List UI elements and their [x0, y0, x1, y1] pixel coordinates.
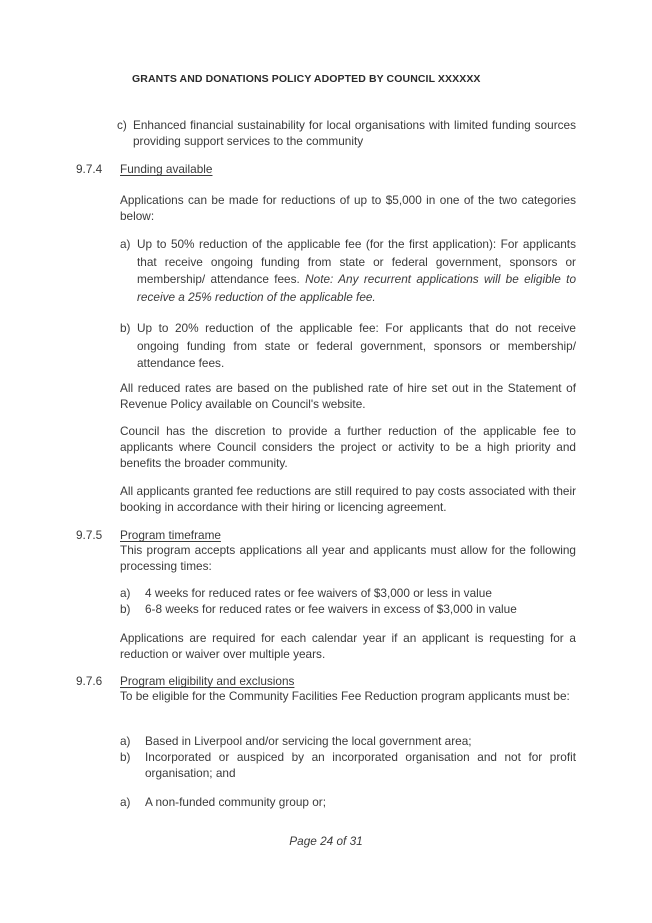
- list-item-label: a): [120, 734, 131, 748]
- section-number: 9.7.6: [76, 674, 103, 688]
- list-item-label: a): [120, 795, 131, 809]
- list-item-label: b): [120, 750, 131, 764]
- list-item-label: c): [117, 118, 127, 132]
- list-item-text: [137, 236, 576, 306]
- list-item-text: Based in Liverpool and/or servicing the local government area;: [145, 734, 472, 748]
- list-item-label: b): [120, 321, 131, 335]
- list-item-text: Enhanced financial sustainability for local organisations with limited funding sources providing support services to the community: [133, 118, 576, 148]
- list-item-text: Up to 20% reduction of the applicable fee: For applicants that do not receive ongoing funding from state or federal government, sponsors or membership/ attendance fees.: [137, 321, 576, 370]
- section-title: Program timeframe: [120, 528, 221, 542]
- paragraph: To be eligible for the Community Facilities Fee Reduction program applicants must be:: [120, 689, 570, 703]
- list-item-label: a): [120, 586, 131, 600]
- list-item-text: A non-funded community group or;: [145, 795, 326, 809]
- paragraph: All reduced rates are based on the published rate of hire set out in the Statement of Revenue Policy available on Council's website.: [120, 381, 576, 411]
- list-item-text: 4 weeks for reduced rates or fee waivers of $3,000 or less in value: [145, 586, 492, 600]
- paragraph: All applicants granted fee reductions are still required to pay costs associated with their booking in accordance with their hiring or licencing agreement.: [120, 484, 576, 514]
- section-title: Funding available: [120, 162, 213, 176]
- paragraph: Applications can be made for reductions of up to $5,000 in one of the two categories below:: [120, 193, 576, 223]
- paragraph: This program accepts applications all year and applicants must allow for the following processing times:: [120, 543, 576, 573]
- list-item-text: 6-8 weeks for reduced rates or fee waivers in excess of $3,000 in value: [145, 602, 517, 616]
- list-item-text: Incorporated or auspiced by an incorporated organisation and not for profit organisation; and: [145, 750, 576, 780]
- list-item-body: Up to 50% reduction of the applicable fee (for the first application): For applicants that receive ongoing funding from state or federal government, sponsors or membership/ attendance fees.: [137, 237, 576, 286]
- paragraph: Council has the discretion to provide a further reduction of the applicable fee to applicants where Council considers the project or activity to be a high priority and benefits the broader community.: [120, 424, 576, 470]
- section-number: 9.7.4: [76, 162, 103, 176]
- list-item-label: b): [120, 602, 131, 616]
- section-number: 9.7.5: [76, 528, 103, 542]
- paragraph: Applications are required for each calendar year if an applicant is requesting for a reduction or waiver over multiple years.: [120, 631, 576, 661]
- list-item-label: a): [120, 237, 131, 251]
- note-text: Note: Any recurrent applications will be eligible to receive a 25% reduction of the applicable fee.: [137, 272, 576, 304]
- section-title: Program eligibility and exclusions: [120, 674, 295, 688]
- page-header: GRANTS AND DONATIONS POLICY ADOPTED BY COUNCIL XXXXXX: [132, 73, 481, 85]
- page-footer: Page 24 of 31: [289, 834, 363, 848]
